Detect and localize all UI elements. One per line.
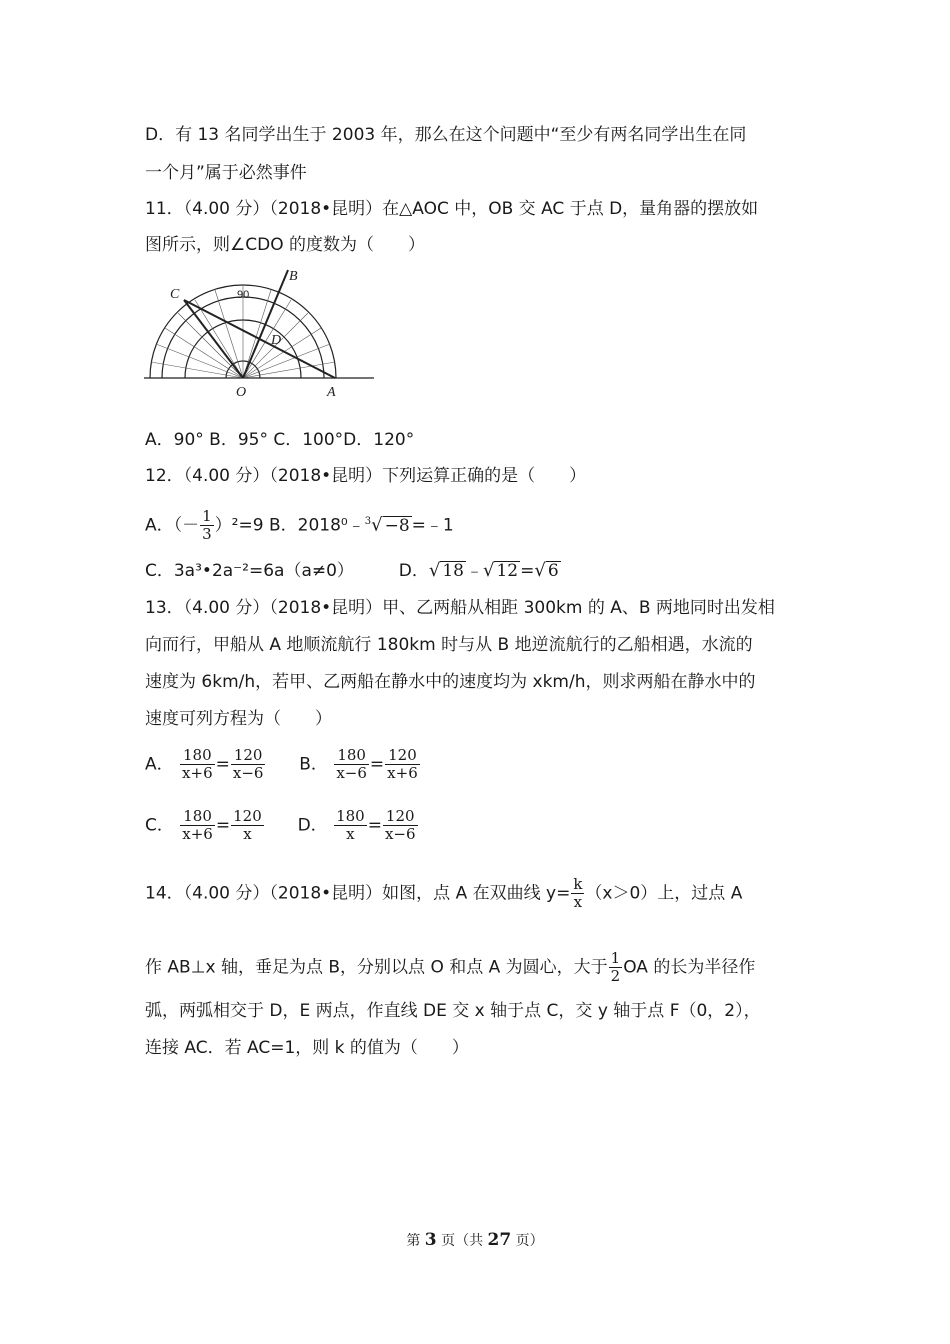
q12-c-text: C．3a³•2a⁻²=6a（a≠0） bbox=[145, 561, 354, 581]
label-b: B bbox=[289, 269, 298, 284]
fraction-one-half bbox=[609, 950, 623, 985]
q12-d-prefix: D． bbox=[398, 561, 429, 581]
equals: = bbox=[215, 815, 231, 836]
label-c: C bbox=[170, 287, 180, 302]
frac-den: x+6 bbox=[387, 764, 418, 782]
q12-a-end: =﹣1 bbox=[411, 515, 454, 536]
scale-90: 90 bbox=[237, 289, 250, 301]
frac-den: x bbox=[346, 825, 355, 843]
frac-den: x bbox=[573, 893, 583, 911]
fraction-k-over-x bbox=[571, 876, 584, 911]
q11-line1: 11．（4.00 分）（2018•昆明）在△AOC 中，OB 交 AC 于点 D，量角器的摆放如 bbox=[145, 199, 759, 219]
label-a: A bbox=[327, 385, 336, 400]
q13-c-label: C． bbox=[145, 815, 174, 836]
q10-option-d-line1: D．有 13 名同学出生于 2003 年，那么在这个问题中“至少有两名同学出生在同 bbox=[145, 125, 747, 145]
q14-line2-prefix: 作 AB⊥x 轴，垂足为点 B，分别以点 O 和点 A 为圆心，大于 bbox=[145, 957, 608, 978]
q13-a-label: A． bbox=[145, 754, 174, 775]
q11-options: A．90° B．95° C．100°D．120° bbox=[145, 430, 415, 450]
footer-mid: 页（共 bbox=[436, 1233, 488, 1249]
frac-num: 180 bbox=[180, 747, 215, 765]
footer-pre: 第 bbox=[406, 1233, 425, 1249]
q14-line2 bbox=[145, 950, 755, 985]
label-d: D bbox=[271, 333, 282, 348]
frac-num: 1 bbox=[202, 507, 212, 525]
q13-b-label: B． bbox=[299, 754, 328, 775]
frac-den: x−6 bbox=[336, 764, 367, 782]
q14-line3: 弧，两弧相交于 D，E 两点，作直线 DE 交 x 轴于点 C，交 y 轴于点 F（0，2）， bbox=[145, 1001, 761, 1021]
q12-d-eq: = bbox=[520, 561, 535, 581]
q12-option-cd: C．3a³•2a⁻²=6a（a≠0） D．√ 18 ﹣√ 12 =√ 6 bbox=[145, 560, 559, 581]
q12-option-ab: A．（－ $\frac{1}{3}$ ）²=9 B．2018⁰﹣$^3$√ −8 =﹣1 bbox=[145, 507, 454, 543]
fraction bbox=[231, 808, 264, 843]
frac-num: 120 bbox=[385, 747, 420, 765]
frac-den: 3 bbox=[202, 525, 212, 543]
sqrt-6: 6 bbox=[547, 561, 559, 581]
frac-den: x+6 bbox=[182, 825, 213, 843]
frac-num: k bbox=[573, 875, 583, 893]
equals: = bbox=[369, 754, 385, 775]
label-o: O bbox=[236, 385, 247, 400]
q13-options-cd bbox=[145, 808, 419, 843]
q14-line4: 连接 AC．若 AC=1，则 k 的值为（ ） bbox=[145, 1038, 469, 1058]
sqrt-18: 18 bbox=[442, 561, 464, 581]
q14-line1 bbox=[145, 876, 742, 911]
q13-line2: 向而行，甲船从 A 地顺流航行 180km 时与从 B 地逆流航行的乙船相遇，水流的 bbox=[145, 635, 753, 655]
frac-num: 120 bbox=[231, 747, 266, 765]
fraction bbox=[385, 747, 420, 782]
frac-den: 2 bbox=[610, 967, 621, 985]
q12-line1: 12．（4.00 分）（2018•昆明）下列运算正确的是（ ） bbox=[145, 466, 587, 486]
q10-option-d-line2: 一个月”属于必然事件 bbox=[145, 163, 307, 183]
fraction bbox=[231, 747, 266, 782]
frac-num: 180 bbox=[180, 808, 215, 826]
equals: = bbox=[215, 754, 230, 775]
frac-num: 120 bbox=[233, 807, 262, 825]
footer-page-number: 3 bbox=[424, 1230, 437, 1250]
fraction bbox=[180, 747, 215, 782]
q13-line4: 速度可列方程为（ ） bbox=[145, 709, 332, 729]
q14-line1-prefix: 14．（4.00 分）（2018•昆明）如图，点 A 在双曲线 y= bbox=[145, 883, 571, 904]
footer-total-pages: 27 bbox=[487, 1230, 512, 1250]
frac-den: x−6 bbox=[384, 825, 416, 843]
frac-num: 1 bbox=[610, 949, 621, 967]
frac-den: x−6 bbox=[232, 764, 264, 782]
cube-root-radicand: −8 bbox=[384, 515, 410, 536]
q13-d-label: D． bbox=[297, 815, 328, 836]
frac-num: 180 bbox=[336, 807, 365, 825]
equals: = bbox=[367, 815, 382, 836]
fraction bbox=[180, 808, 215, 843]
q12-a-suffix: ）²=9 B．2018⁰﹣ bbox=[214, 515, 365, 536]
fraction bbox=[383, 808, 418, 843]
q13-line1: 13．（4.00 分）（2018•昆明）甲、乙两船从相距 300km 的 A、B 两地同时出发相 bbox=[145, 598, 775, 618]
frac-num: 120 bbox=[383, 808, 418, 826]
q12-a-prefix: A．（－ bbox=[145, 515, 200, 536]
q11-line2: 图所示，则∠CDO 的度数为（ ） bbox=[145, 235, 425, 255]
frac-den: x+6 bbox=[182, 764, 213, 782]
fraction bbox=[334, 747, 369, 782]
q13-line3: 速度为 6km/h，若甲、乙两船在静水中的速度均为 xkm/h，则求两船在静水中的 bbox=[145, 672, 756, 692]
frac-den: x bbox=[243, 825, 252, 843]
footer-post: 页） bbox=[511, 1233, 544, 1249]
cube-root-index: 3 bbox=[364, 515, 372, 527]
frac-num: 180 bbox=[334, 747, 369, 765]
fraction bbox=[334, 808, 367, 843]
protractor-figure bbox=[140, 262, 380, 402]
q12-d-minus: ﹣ bbox=[465, 561, 483, 581]
q14-line1-suffix: （x＞0）上，过点 A bbox=[585, 883, 743, 904]
page-footer bbox=[0, 1230, 950, 1250]
sqrt-12: 12 bbox=[496, 561, 519, 581]
q13-options-ab bbox=[145, 747, 421, 782]
fraction-one-third bbox=[200, 508, 214, 543]
q14-line2-suffix: OA 的长为半径作 bbox=[623, 957, 756, 978]
